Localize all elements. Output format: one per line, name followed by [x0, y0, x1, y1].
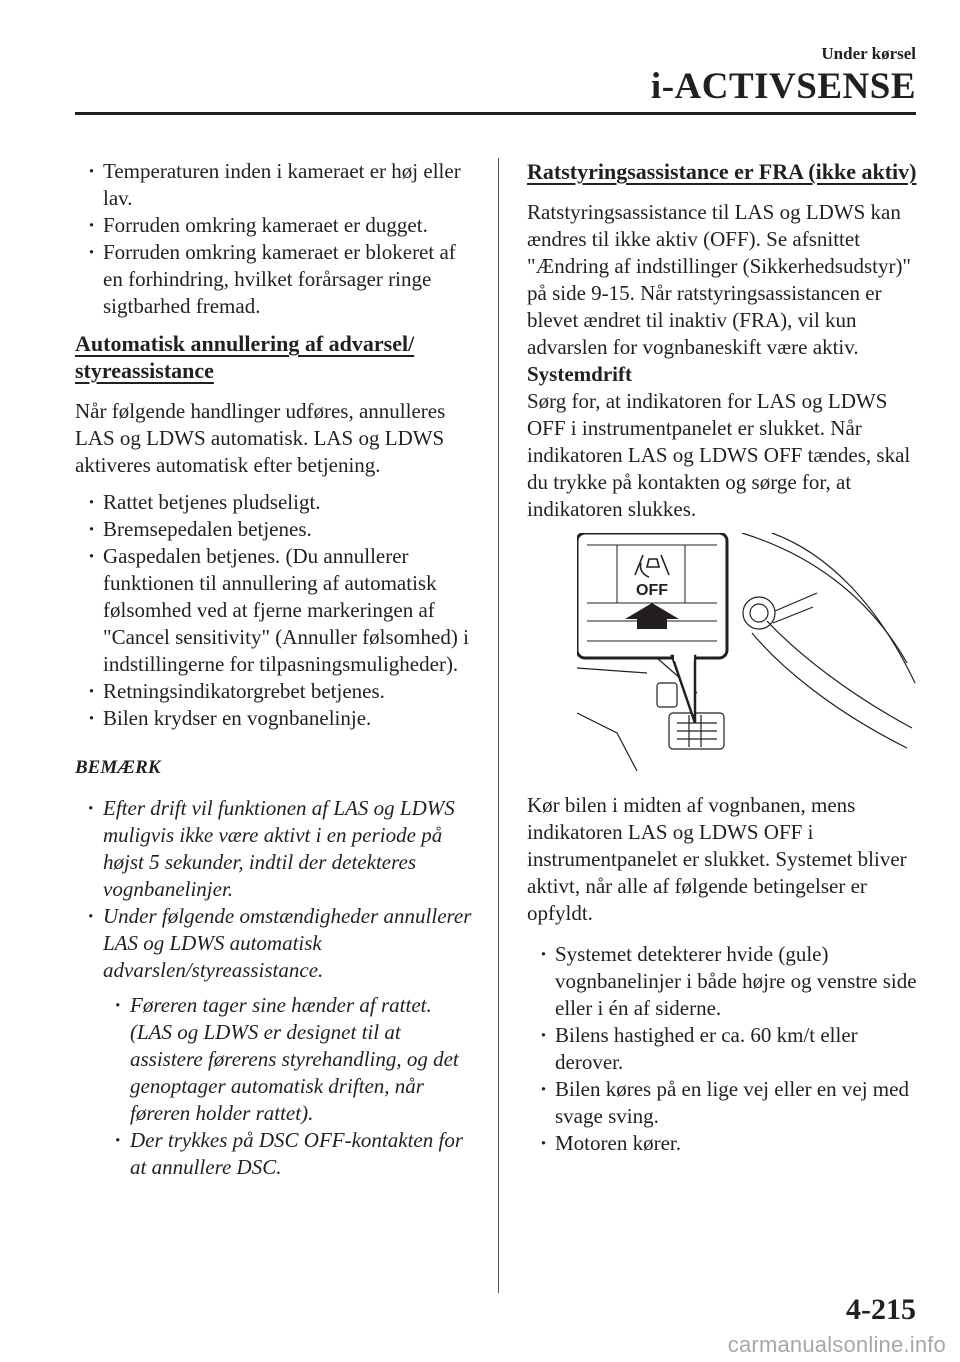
off-switch-label: OFF [636, 582, 668, 599]
page-header [651, 44, 916, 108]
off-switch-illustration [577, 533, 917, 771]
page-number: 4-215 [846, 1293, 916, 1326]
steering-off-paragraph: Ratstyringsassistance til LAS og LDWS kan ændres til ikke aktiv (OFF). Se afsnittet "Ændring af indstillinger (Sikkerhedsudstyr)" på side 9-15. Når ratstyringsassistancen er blevet ændret til inaktiv (FRA), vil kun advarslen for vognbaneskift være aktiv. [527, 200, 912, 359]
list-item: · Temperaturen inden i kameraet er høj eller lav. [75, 158, 475, 212]
chapter-title: i-ACTIVSENSE [650, 66, 916, 107]
list-item: · Forruden omkring kameraet er dugget. [75, 212, 475, 239]
list-item: · Rattet betjenes pludseligt. [75, 489, 475, 516]
list-item: · Retningsindikatorgrebet betjenes. [75, 678, 475, 705]
left-column [75, 158, 475, 1181]
list-item: · Systemet detekterer hvide (gule) vognbanelinjer i både højre og venstre side eller i én af siderne. [527, 941, 917, 1022]
section-heading-cancellation: Automatisk annullering af advarsel/ styreassistance [75, 331, 415, 383]
section-heading-steering-off: Ratstyringsassistance er FRA (ikke aktiv) [527, 159, 917, 184]
list-item: · Bremsepedalen betjenes. [75, 516, 475, 543]
list-item: · Under følgende omstændigheder annullerer LAS og LDWS automatisk advarslen/styreassistance. [75, 903, 475, 984]
active-conditions-list [527, 941, 917, 1157]
note-bullet-list [75, 795, 475, 984]
list-item: · Føreren tager sine hænder af rattet. (LAS og LDWS er designet til at assistere førerens styrehandling, og det genoptager automatisk driften, når føreren holder rattet). [102, 992, 475, 1127]
list-item: · Gaspedalen betjenes. (Du annullerer funktionen til annullering af automatisk følsomhed ved at fjerne markeringen af "Cancel sensitivity" (Annuller følsomhed) i indstillingerne for tilpasningsmuligheder). [75, 543, 475, 678]
active-conditions-paragraph: Kør bilen i midten af vognbanen, mens indikatoren LAS og LDWS OFF i instrumentpanelet er slukket. Systemet bliver aktivt, når alle af følgende betingelser er opfyldt. [527, 793, 907, 925]
column-divider [498, 158, 499, 1293]
list-item: · Bilen køres på en lige vej eller en vej med svage sving. [527, 1076, 917, 1130]
cancel-conditions-list [75, 489, 475, 732]
note-sub-bullet-list [102, 992, 475, 1181]
list-item: · Der trykkes på DSC OFF-kontakten for at annullere DSC. [102, 1127, 475, 1181]
list-item: · Efter drift vil funktionen af LAS og LDWS muligvis ikke være aktivt i en periode på højst 5 sekunder, indtil der detekteres vognbanelinjer. [75, 795, 475, 903]
note-heading: BEMÆRK [75, 757, 161, 778]
system-operation-paragraph: Sørg for, at indikatoren for LAS og LDWS OFF i instrumentpanelet er slukket. Når indikatoren LAS og LDWS OFF tændes, skal du trykke på kontakten og sørge for, at indikatoren slukkes. [527, 389, 911, 521]
header-rule [75, 112, 916, 115]
right-column [527, 158, 917, 1157]
watermark: carmanualsonline.info [727, 1332, 946, 1357]
note-box [75, 754, 475, 1181]
list-item: · Motoren kører. [527, 1130, 917, 1157]
list-item: · Forruden omkring kameraet er blokeret af en forhindring, hvilket forårsager ringe sigtbarhed fremad. [75, 239, 475, 320]
system-operation-heading: Systemdrift [527, 362, 632, 386]
list-item: · Bilens hastighed er ca. 60 km/t eller derover. [527, 1022, 917, 1076]
intro-paragraph: Når følgende handlinger udføres, annulleres LAS og LDWS automatisk. LAS og LDWS aktiveres automatisk efter betjening. [75, 399, 446, 477]
list-item: · Bilen krydser en vognbanelinje. [75, 705, 475, 732]
section-label: Under kørsel [821, 44, 916, 63]
left-top-bullet-list [75, 158, 475, 320]
